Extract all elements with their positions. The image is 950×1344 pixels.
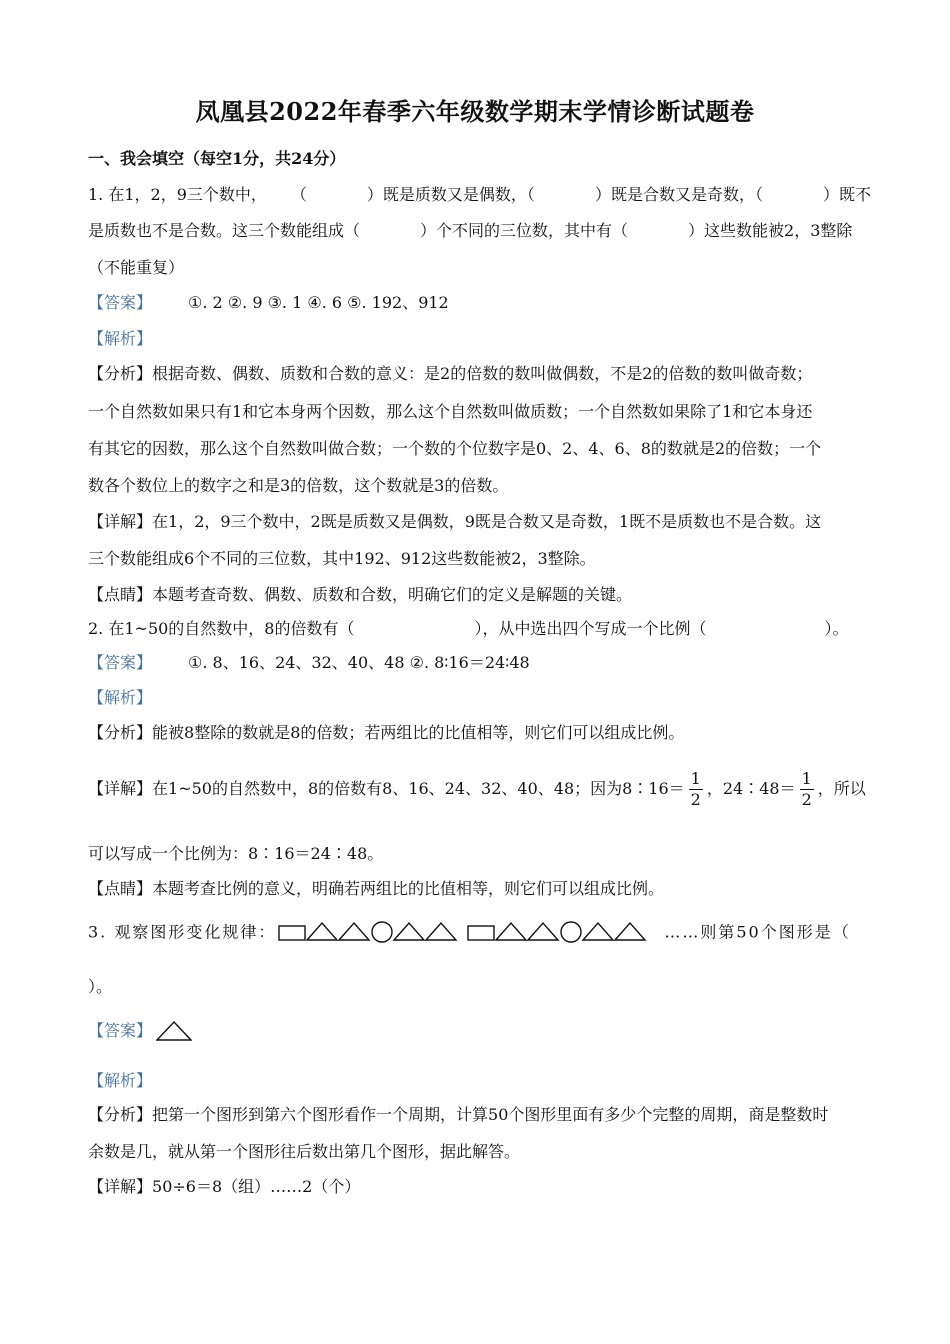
point-text: 本题考查比例的意义，明确若两组比的比值相等，则它们可以组成比例。 bbox=[152, 879, 665, 898]
question-3-line-1 bbox=[88, 920, 868, 946]
detail-text: 在1~50的自然数中，8的倍数有8、16、24、32、40、48；因为8∶16＝ bbox=[152, 779, 685, 798]
q1-detail-2: 三个数能组成6个不同的三位数，其中192、912这些数能被2，3整除。 bbox=[88, 549, 596, 568]
q3-answer-row bbox=[88, 1020, 868, 1042]
q1-blank-open: （ bbox=[290, 185, 307, 204]
fraction-denominator: 2 bbox=[801, 790, 812, 809]
page-title: 凤凰县2022年春季六年级数学期末学情诊断试题卷 bbox=[195, 97, 755, 126]
point-text: 本题考查奇数、偶数、质数和合数，明确它们的定义是解题的关键。 bbox=[152, 585, 633, 604]
q1-text: ）这些数能被2，3整除 bbox=[688, 221, 853, 240]
analysis-tag: 【解析】 bbox=[88, 329, 153, 348]
q2-detail-2: 可以写成一个比例为：8∶16＝24∶48。 bbox=[88, 844, 384, 863]
triangle-shape bbox=[528, 923, 558, 940]
q2-text: ）。 bbox=[824, 619, 849, 638]
fenxi-tag: 【分析】 bbox=[88, 1105, 153, 1124]
point-tag: 【点睛】 bbox=[88, 879, 153, 898]
q1-text: ）既是质数又是偶数，（ bbox=[366, 185, 535, 204]
q1-text: ）既是合数又是奇数，（ bbox=[594, 185, 763, 204]
fenxi-text: 能被8整除的数就是8的倍数；若两组比的比值相等，则它们可以组成比例。 bbox=[152, 723, 685, 742]
fraction-denominator: 2 bbox=[690, 790, 701, 809]
q2-fenxi bbox=[88, 722, 868, 744]
answer-tag: 【答案】 bbox=[88, 1021, 153, 1040]
fenxi-text: 把第一个图形到第六个图形看作一个周期，计算50个图形里面有多少个完整的周期，商是整数时 bbox=[152, 1105, 829, 1124]
rectangle-shape bbox=[468, 926, 494, 940]
triangle-shape bbox=[496, 923, 526, 940]
triangle-shape bbox=[615, 923, 645, 940]
point-tag: 【点睛】 bbox=[88, 585, 153, 604]
circle-shape bbox=[372, 922, 392, 942]
q3-fenxi-2: 余数是几，就从第一个图形往后数出第几个图形，据此解答。 bbox=[88, 1142, 521, 1161]
q2-answer: ①. 8、16、24、32、40、48 ②. 8∶16＝24∶48 bbox=[188, 653, 530, 672]
circle-shape bbox=[561, 922, 581, 942]
question-1-line-3: （不能重复） bbox=[88, 258, 185, 277]
detail-tag: 【详解】 bbox=[88, 512, 153, 531]
section-heading: 一、我会填空（每空1分，共24分） bbox=[88, 149, 346, 168]
q1-fenxi-3: 有其它的因数，那么这个自然数叫做合数；一个数的个位数字是0、2、4、6、8的数就是2的倍数；一个 bbox=[88, 439, 822, 458]
q1-fenxi-1 bbox=[88, 363, 868, 385]
q1-text: 是质数也不是合数。这三个数能组成（ bbox=[88, 221, 361, 240]
q1-answer-row bbox=[88, 292, 868, 314]
q1-text: ）既不 bbox=[822, 185, 871, 204]
triangle-shape bbox=[339, 923, 369, 940]
detail-text: 50÷6＝8（组）……2（个） bbox=[152, 1177, 361, 1196]
analysis-tag: 【解析】 bbox=[88, 1071, 153, 1090]
q3-text: 3. 观察图形变化规律： bbox=[88, 922, 277, 942]
detail-tag: 【详解】 bbox=[88, 1177, 153, 1196]
q1-text: 1. 在1，2，9三个数中， bbox=[88, 185, 267, 204]
q2-detail-1 bbox=[88, 764, 868, 814]
q2-answer-row bbox=[88, 652, 868, 674]
answer-tag: 【答案】 bbox=[88, 653, 153, 672]
detail-tag: 【详解】 bbox=[88, 779, 153, 798]
triangle-shape bbox=[426, 923, 456, 940]
question-1-line-1 bbox=[88, 184, 871, 206]
shape-sequence-figure bbox=[278, 920, 662, 946]
fraction-one-half bbox=[800, 769, 814, 810]
q3-fenxi-1 bbox=[88, 1104, 868, 1126]
q2-point bbox=[88, 878, 868, 900]
question-2-line-1 bbox=[88, 618, 868, 640]
detail-text: ，所以 bbox=[817, 779, 866, 798]
q1-text: ）个不同的三位数，其中有（ bbox=[420, 221, 629, 240]
q1-fenxi-2: 一个自然数如果只有1和它本身两个因数，那么这个自然数叫做质数；一个自然数如果除了1和它本身还 bbox=[88, 402, 813, 421]
triangle-shape bbox=[583, 923, 613, 940]
fraction-numerator: 1 bbox=[690, 769, 701, 788]
fenxi-tag: 【分析】 bbox=[88, 364, 153, 383]
triangle-shape bbox=[307, 923, 337, 940]
fraction-numerator: 1 bbox=[801, 769, 812, 788]
q1-fenxi-4: 数各个数位上的数字之和是3的倍数，这个数就是3的倍数。 bbox=[88, 476, 509, 495]
triangle-shape bbox=[394, 923, 424, 940]
q1-answer: ①. 2 ②. 9 ③. 1 ④. 6 ⑤. 192、912 bbox=[188, 293, 449, 312]
question-3-line-2: ）。 bbox=[88, 977, 113, 996]
detail-text: 在1，2，9三个数中，2既是质数又是偶数，9既是合数又是奇数，1既不是质数也不是合数。这 bbox=[152, 512, 822, 531]
q2-text: 2. 在1~50的自然数中，8的倍数有（ bbox=[88, 619, 355, 638]
question-1-line-2 bbox=[88, 220, 868, 242]
q3-detail bbox=[88, 1176, 868, 1198]
analysis-tag: 【解析】 bbox=[88, 688, 153, 707]
q2-text: ），从中选出四个写成一个比例（ bbox=[474, 619, 707, 638]
fraction-one-half bbox=[689, 769, 703, 810]
q1-point bbox=[88, 584, 868, 606]
rectangle-shape bbox=[279, 926, 305, 940]
answer-tag: 【答案】 bbox=[88, 293, 153, 312]
detail-text: ，24∶48＝ bbox=[706, 779, 796, 798]
q1-detail-1 bbox=[88, 511, 868, 533]
q3-text: ……则第50个图形是（ bbox=[664, 922, 851, 942]
fenxi-text: 根据奇数、偶数、质数和合数的意义：是2的倍数的数叫做偶数，不是2的倍数的数叫做奇数； bbox=[152, 364, 813, 383]
triangle-answer-icon bbox=[156, 1020, 192, 1042]
fenxi-tag: 【分析】 bbox=[88, 723, 153, 742]
